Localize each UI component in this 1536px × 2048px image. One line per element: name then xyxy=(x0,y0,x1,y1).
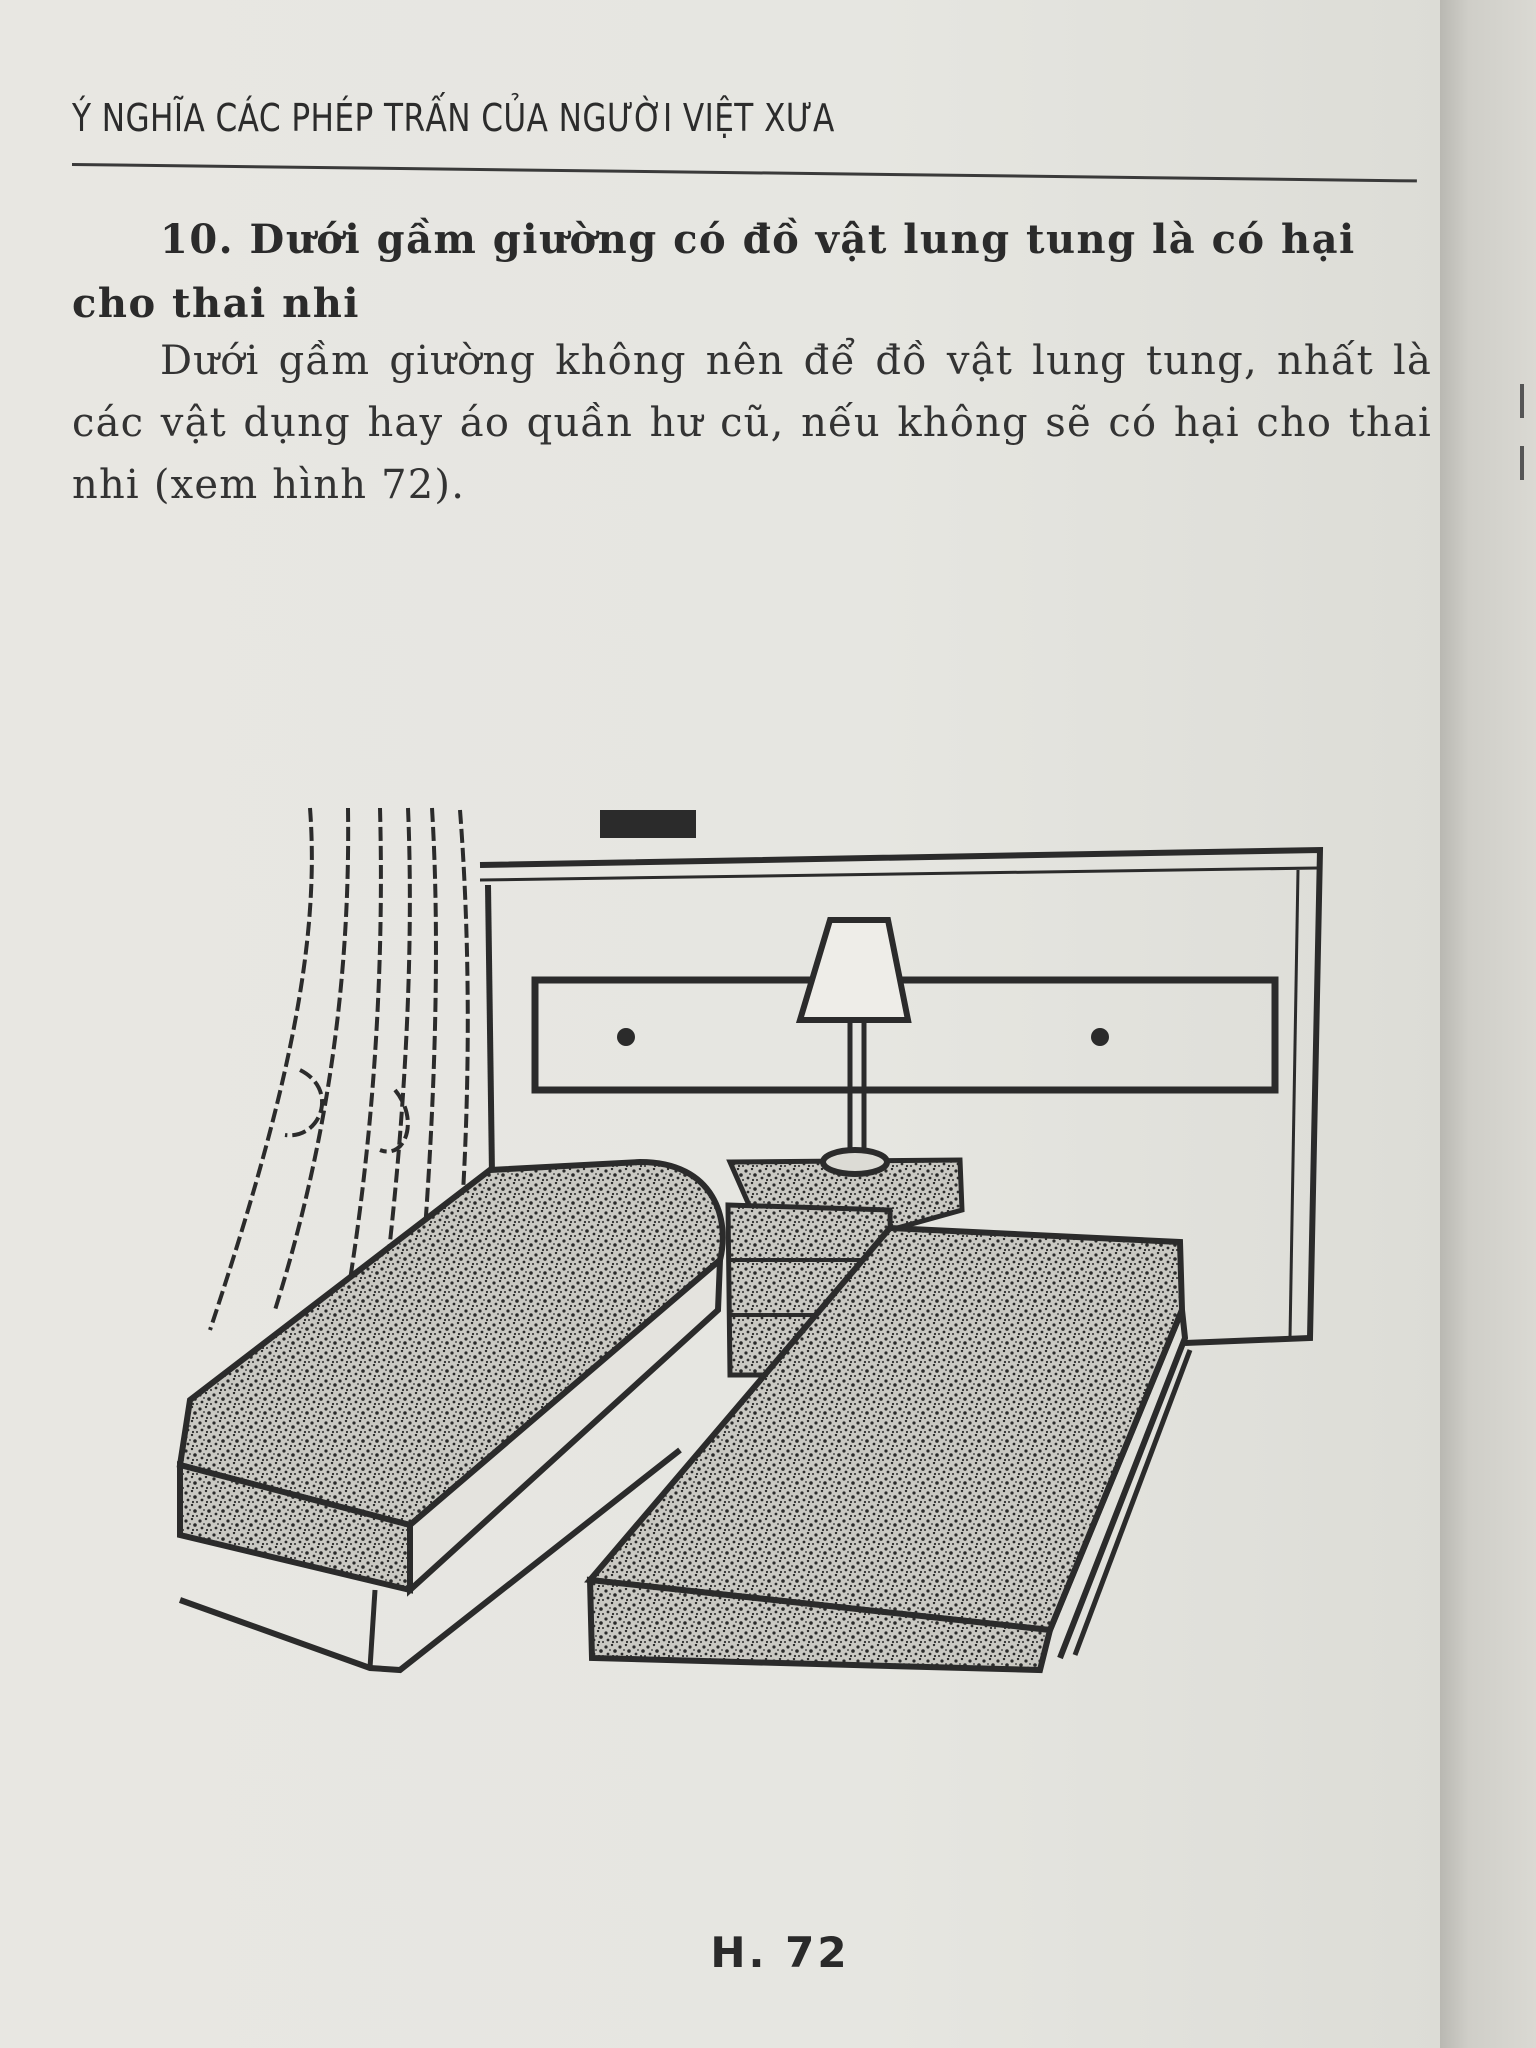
section-number: 10. xyxy=(160,216,235,263)
figure-caption: H. 72 xyxy=(710,1928,850,1977)
section-heading xyxy=(72,208,1432,336)
wall-plaque xyxy=(600,810,696,838)
section-title: Dưới gầm giường có đồ vật lung tung là có hại cho thai nhi xyxy=(72,216,1356,327)
facing-page-edge xyxy=(1440,0,1536,2048)
facing-page-mark xyxy=(1520,384,1524,418)
bedroom-illustration xyxy=(170,790,1330,1710)
table-lamp xyxy=(800,920,908,1174)
facing-page-mark xyxy=(1520,446,1524,480)
body-paragraph xyxy=(72,330,1432,516)
header-rule xyxy=(72,163,1417,182)
running-head: Ý NGHĨA CÁC PHÉP TRẤN CỦA NGƯỜI VIỆT XƯA xyxy=(72,96,835,140)
paragraph-text: Dưới gầm giường không nên để đồ vật lung tung, nhất là các vật dụng hay áo quần hư cũ, nếu không sẽ có hại cho thai nhi (xem hình 72). xyxy=(72,338,1432,508)
